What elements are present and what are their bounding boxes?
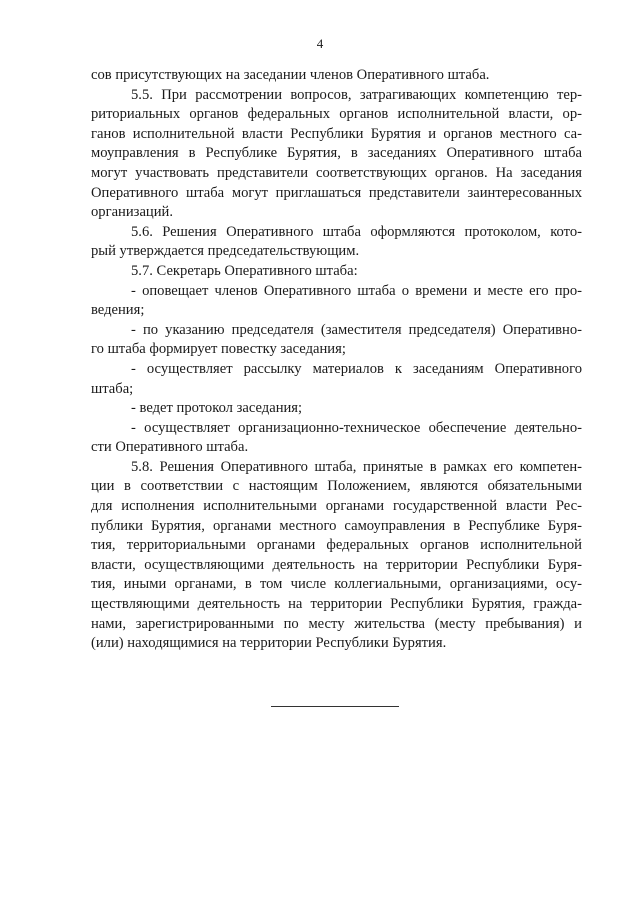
paragraph-5-5-start: 5.5. При рассмотрении вопросов, затрагивающих компетенцию тер- — [131, 86, 582, 103]
text-line: ществляющими деятельность на территории Республики Бурятия, гражда- — [91, 596, 582, 613]
paragraph-5-7-start: 5.7. Секретарь Оперативного штаба: — [131, 262, 358, 279]
text-line: тия, иными органами, в том числе коллегиальными, организациями, осу- — [91, 576, 582, 593]
paragraph-5-8-start: 5.8. Решения Оперативного штаба, принятые в рамках его компетен- — [131, 458, 582, 475]
text-line: го штаба формирует повестку заседания; — [91, 341, 346, 358]
text-line: (или) находящимися на территории Республики Бурятия. — [91, 635, 447, 652]
text-line: нами, зарегистрированными по месту жительства (месту пребывания) и — [91, 615, 582, 632]
text-line: ганов исполнительной власти Республики Бурятия и органов местного са- — [91, 125, 582, 142]
document-body — [91, 66, 582, 654]
text-line: организаций. — [91, 204, 173, 221]
text-line: сти Оперативного штаба. — [91, 439, 249, 456]
text-line: тия, территориальными органами федеральных органов исполнительной — [91, 537, 582, 554]
text-line: могут участвовать представители соответствующих органов. На заседания — [91, 164, 582, 181]
text-line: власти, осуществляющими деятельность на территории Республики Буря- — [91, 556, 582, 573]
text-line: сов присутствующих на заседании членов Оперативного штаба. — [91, 67, 490, 83]
list-item-agenda: - по указанию председателя (заместителя председателя) Оперативно- — [131, 321, 582, 338]
text-line: риториальных органов федеральных органов исполнительной власти, ор- — [91, 106, 582, 123]
list-item-support: - осуществляет организационно-техническое обеспечение деятельно- — [131, 419, 582, 436]
text-line: рый утверждается председательствующим. — [91, 243, 360, 260]
closing-rule — [271, 706, 399, 707]
text-line: моуправления в Республике Бурятия, в заседаниях Оперативного штаба — [91, 145, 582, 162]
page-number: 4 — [316, 36, 324, 51]
paragraph-5-6-start: 5.6. Решения Оперативного штаба оформляются протоколом, кото- — [131, 223, 582, 240]
text-line: Оперативного штаба могут приглашаться представители заинтересованных — [91, 184, 582, 201]
text-line: для исполнения исполнительными органами государственной власти Рес- — [91, 498, 582, 515]
text-line: публики Бурятия, органами местного самоуправления в Республике Буря- — [91, 517, 582, 534]
text-line: ции в соответствии с настоящим Положением, являются обязательными — [91, 478, 582, 495]
text-line: ведения; — [91, 302, 145, 319]
text-line: штаба; — [91, 380, 134, 397]
list-item-notify: - оповещает членов Оперативного штаба о времени и месте его про- — [131, 282, 582, 299]
list-item-mailing: - осуществляет рассылку материалов к заседаниям Оперативного — [131, 360, 582, 377]
list-item-minutes: - ведет протокол заседания; — [131, 400, 303, 417]
